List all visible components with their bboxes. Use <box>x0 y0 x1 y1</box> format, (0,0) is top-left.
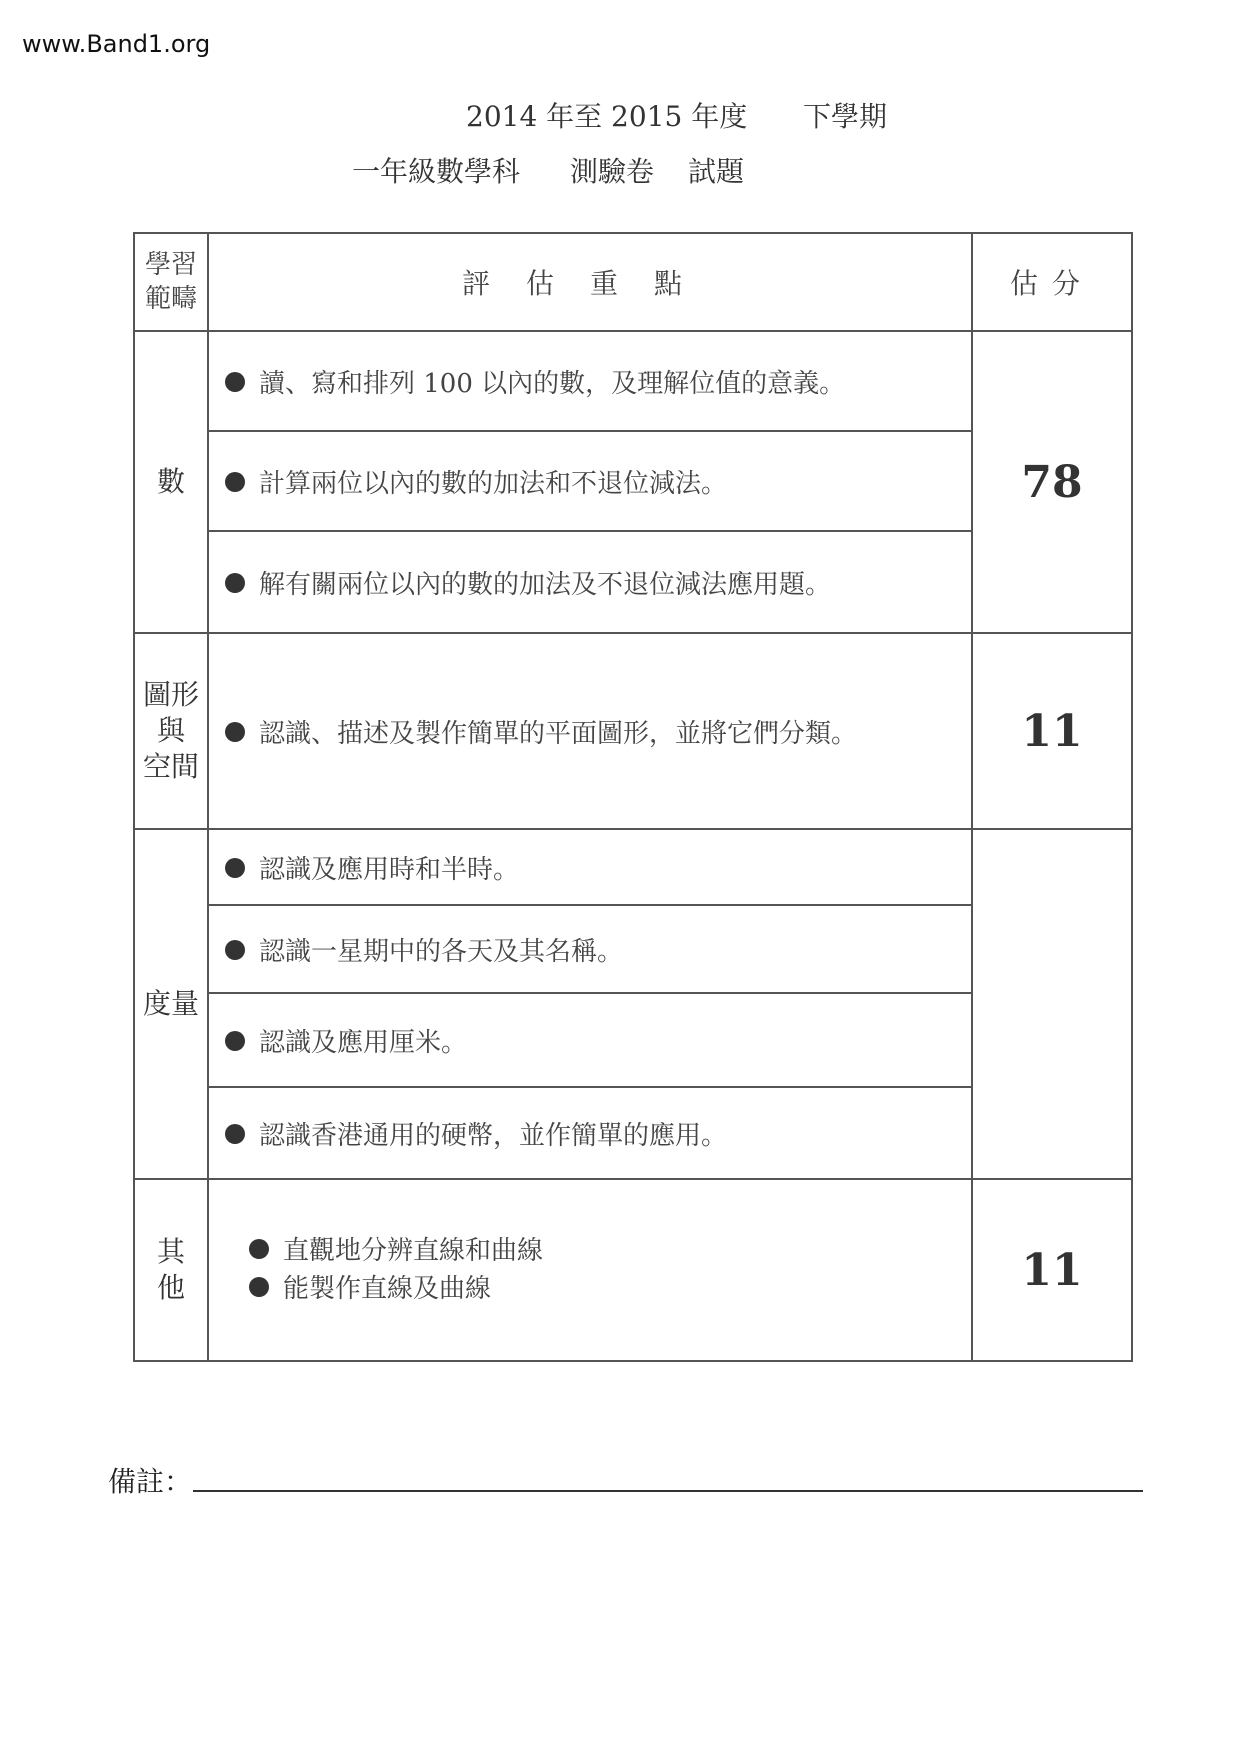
table-row <box>134 331 1132 431</box>
bullet-icon <box>225 573 245 593</box>
table-row <box>134 829 1132 905</box>
school-year: 2014 年至 2015 年度 <box>466 100 748 133</box>
table-row <box>134 1179 1132 1361</box>
focus-item: 認識及應用厘米。 <box>208 993 972 1087</box>
bullet-icon <box>225 722 245 742</box>
assessment-table <box>133 232 1133 1362</box>
score-number: 78 <box>972 331 1132 633</box>
focus-item: 認識一星期中的各天及其名稱。 <box>208 905 972 993</box>
score-measures <box>972 829 1132 1179</box>
focus-subitem: 直觀地分辨直線和曲線 <box>249 1232 971 1270</box>
bullet-icon <box>225 472 245 492</box>
bullet-icon <box>225 940 245 960</box>
focus-item: 認識、描述及製作簡單的平面圖形，並將它們分類。 <box>208 633 972 829</box>
paper-type: 測驗卷 <box>570 155 655 188</box>
watermark-url[interactable]: www.Band1.org <box>22 30 211 58</box>
paper-kind: 試題 <box>688 155 745 188</box>
header-assessment-focus: 評估重點 <box>208 233 972 331</box>
remarks-blank-line[interactable] <box>193 1490 1143 1492</box>
focus-item: 認識及應用時和半時。 <box>208 829 972 905</box>
focus-item: 讀、寫和排列 100 以內的數，及理解位值的意義。 <box>208 331 972 431</box>
table-header-row <box>134 233 1132 331</box>
area-number: 數 <box>134 331 208 633</box>
bullet-icon <box>249 1239 269 1259</box>
bullet-icon <box>225 1031 245 1051</box>
bullet-icon <box>249 1277 269 1297</box>
focus-item <box>208 1179 972 1361</box>
score-shape-space: 11 <box>972 633 1132 829</box>
bullet-icon <box>225 858 245 878</box>
bullet-icon <box>225 372 245 392</box>
area-others: 其 他 <box>134 1179 208 1361</box>
focus-item: 計算兩位以內的數的加法和不退位減法。 <box>208 431 972 531</box>
area-shape-space: 圖形 與 空間 <box>134 633 208 829</box>
term: 下學期 <box>803 100 888 133</box>
focus-item: 解有關兩位以內的數的加法及不退位減法應用題。 <box>208 531 972 633</box>
subject: 一年級數學科 <box>352 155 521 188</box>
remarks-label: 備註： <box>108 1465 193 1498</box>
area-measures: 度量 <box>134 829 208 1179</box>
bullet-icon <box>225 1124 245 1144</box>
header-learning-area: 學習 範疇 <box>134 233 208 331</box>
header-score: 估分 <box>972 233 1132 331</box>
table-row <box>134 633 1132 829</box>
score-others: 11 <box>972 1179 1132 1361</box>
focus-item: 認識香港通用的硬幣，並作簡單的應用。 <box>208 1087 972 1179</box>
focus-subitem: 能製作直線及曲線 <box>249 1270 971 1308</box>
